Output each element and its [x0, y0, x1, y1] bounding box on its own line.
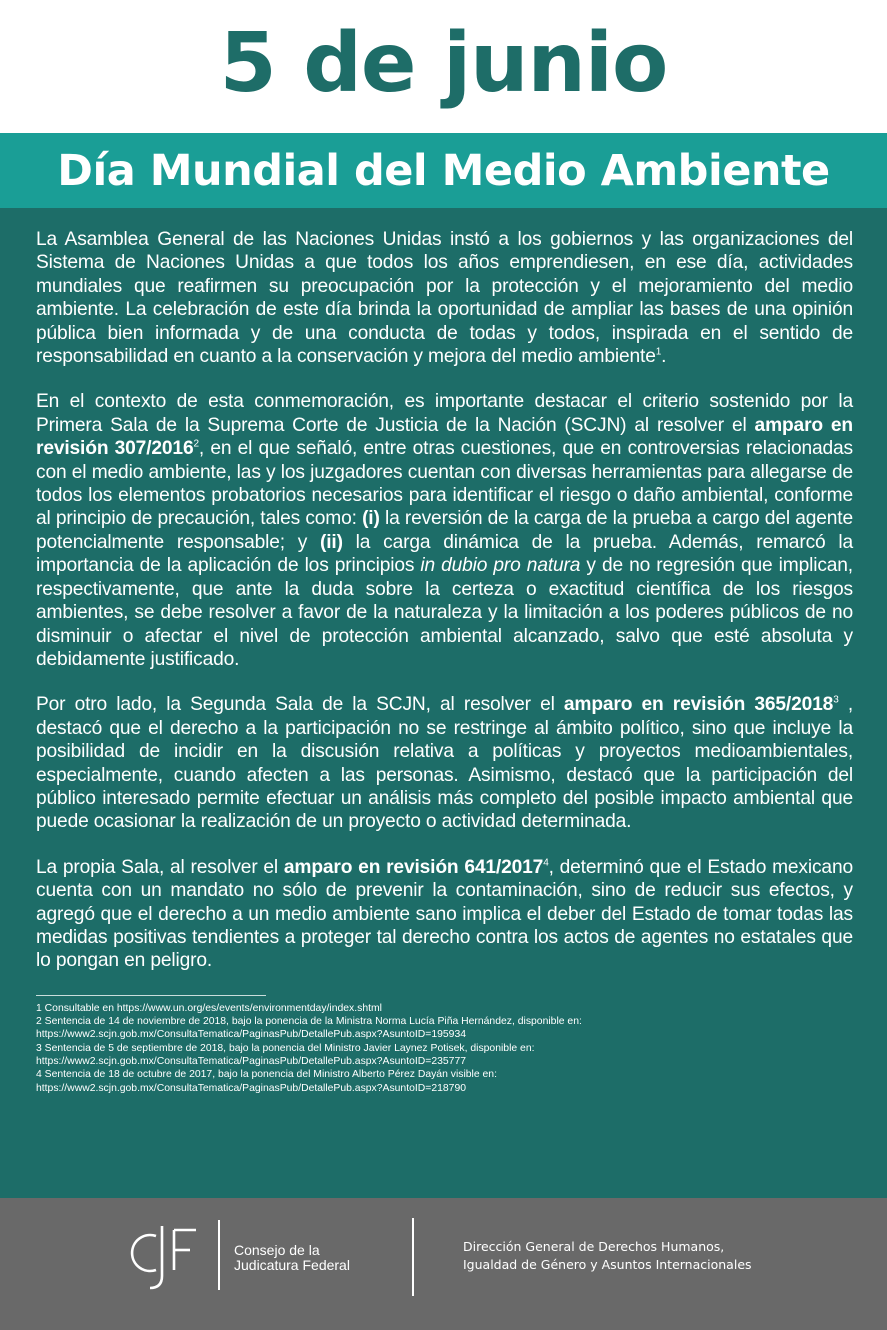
paragraph-2-text-1: En el contexto de esta conmemoración, es importante destacar el criterio sostenido por la Primera Sala de la Suprema Corte de Justicia de la Nación (SCJN) al resolver el: [36, 391, 853, 436]
department-name-line-2: Igualdad de Género y Asuntos Internacionales: [463, 1257, 752, 1272]
paragraph-1-end: .: [661, 346, 667, 368]
footnote-line: https://www2.scjn.gob.mx/ConsultaTematica/PaginasPub/DetallePub.aspx?AsuntoID=235777: [36, 1055, 467, 1067]
paragraph-1: [36, 228, 853, 368]
page-title: Día Mundial del Medio Ambiente: [57, 145, 830, 196]
institution-name: [234, 1243, 350, 1273]
header-date-bar: [0, 0, 887, 133]
latin-term: in dubio pro natura: [420, 555, 581, 577]
footer-divider: [218, 1220, 220, 1290]
footnote-ref-3: 3: [833, 694, 839, 706]
footer: [0, 1198, 887, 1330]
main-content: [0, 208, 887, 1198]
footnote-line: 4 Sentencia de 18 de octubre de 2017, bajo la ponencia del Ministro Alberto Pérez Dayán visible en:: [36, 1069, 497, 1081]
title-band: [0, 133, 887, 208]
paragraph-3-text-2: , destacó que el derecho a la participación no se restringe al ámbito político, sino que incluye la posibilidad de incidir en la discusión relativa a políticas y proyectos medioambientales, especialmente, cuando afecten a las personas. Asimismo, destacó que la participación del público interesado permite efectuar un análisis más completo del posible impacto ambiental que puede ocasionar la realización de un proyecto o actividad determinada.: [36, 694, 853, 833]
page-date: 5 de junio: [219, 16, 668, 111]
paragraph-1-text: La Asamblea General de las Naciones Unidas instó a los gobiernos y las organizaciones del Sistema de Naciones Unidas a que todos los años emprendiesen, en ese día, actividades mundiales que reafirmen su preocupación por la protección y el mejoramiento del medio ambiente. La celebración de este día brinda la oportunidad de ampliar las bases de una opinión pública bien informada y de una conducta de todas y todos, inspirada en el sentido de responsabilidad en cuanto a la conservación y mejora del medio ambiente: [36, 229, 853, 368]
footnote-line: https://www2.scjn.gob.mx/ConsultaTematica/PaginasPub/DetallePub.aspx?AsuntoID=195934: [36, 1029, 467, 1041]
case-641-2017: amparo en revisión 641/2017: [283, 856, 544, 878]
institution-name-line-2: Judicatura Federal: [234, 1257, 350, 1273]
footnote-ref-4: 4: [543, 857, 549, 869]
case-307-2016: amparo en revisión 307/2016: [36, 414, 854, 460]
footnote-ref-2: 2: [193, 438, 199, 450]
paragraph-4-text-1: La propia Sala, al resolver el: [36, 856, 284, 878]
footnote-ref-1: 1: [655, 346, 662, 358]
case-365-2018: amparo en revisión 365/2018: [563, 694, 834, 716]
paragraph-2-text-2: , en el que señaló, entre otras cuestiones, que en controversias relacionadas con el medio ambiente, las y los juzgadores cuentan con diversas herramientas para allegarse de todos los elementos probatorios necesarios para identificar el riesgo o daño ambiental, conforme al principio de precaución, tales como:: [36, 438, 853, 530]
department-name-line-1: Dirección General de Derechos Humanos,: [463, 1239, 725, 1254]
paragraph-2-text-4: la carga dinámica de la prueba. Además, remarcó la importancia de la aplicación de los principios: [36, 531, 853, 577]
paragraph-3-text-1: Por otro lado, la Segunda Sala de la SCJN, al resolver el: [36, 694, 564, 716]
footnote-line: 2 Sentencia de 14 de noviembre de 2018, bajo la ponencia de la Ministra Norma Lucía Piña Hernández, disponible en:: [36, 1016, 582, 1028]
department-name: [463, 1238, 752, 1274]
item-ii: (ii): [320, 531, 343, 553]
paragraph-2-text-5: y de no regresión que implican, respectivamente, que ante la duda sobre la certeza o exactitud científica de los riesgos ambientes, se debe resolver a favor de la naturaleza y la limitación a los poderes públicos de no disminuir o afectar el nivel de protección ambiental alcanzado, salvo que esté absoluta y debidamente justificado.: [36, 555, 853, 670]
cjf-logo-icon: [126, 1220, 202, 1292]
paragraph-3: [36, 693, 853, 833]
item-i: (i): [362, 508, 380, 530]
footnote-divider: [36, 995, 266, 996]
footnote-line: 3 Sentencia de 5 de septiembre de 2018, bajo la ponencia del Ministro Javier Laynez Potisek, disponible en:: [36, 1042, 535, 1054]
paragraph-4-text-2: , determinó que el Estado mexicano cuenta con un mandato no sólo de prevenir la contaminación, sino de reducir sus efectos, y agregó que el derecho a un medio ambiente sano implica el deber del Estado de tomar todas las medidas positivas tendientes a proteger tal derecho contra los actos de agentes no estatales que lo pongan en peligro.: [36, 856, 853, 972]
paragraph-2: [36, 390, 853, 671]
footnote-line: https://www2.scjn.gob.mx/ConsultaTematica/PaginasPub/DetallePub.aspx?AsuntoID=218790: [36, 1082, 467, 1094]
paragraph-4: [36, 856, 853, 973]
paragraph-2-text-3: la reversión de la carga de la prueba a cargo del agente potencialmente responsable; y: [36, 508, 853, 553]
institution-name-line-1: Consejo de la: [234, 1242, 320, 1258]
footer-divider: [412, 1218, 414, 1296]
footnote-line: 1 Consultable en https://www.un.org/es/events/environmentday/index.shtml: [36, 1002, 382, 1014]
